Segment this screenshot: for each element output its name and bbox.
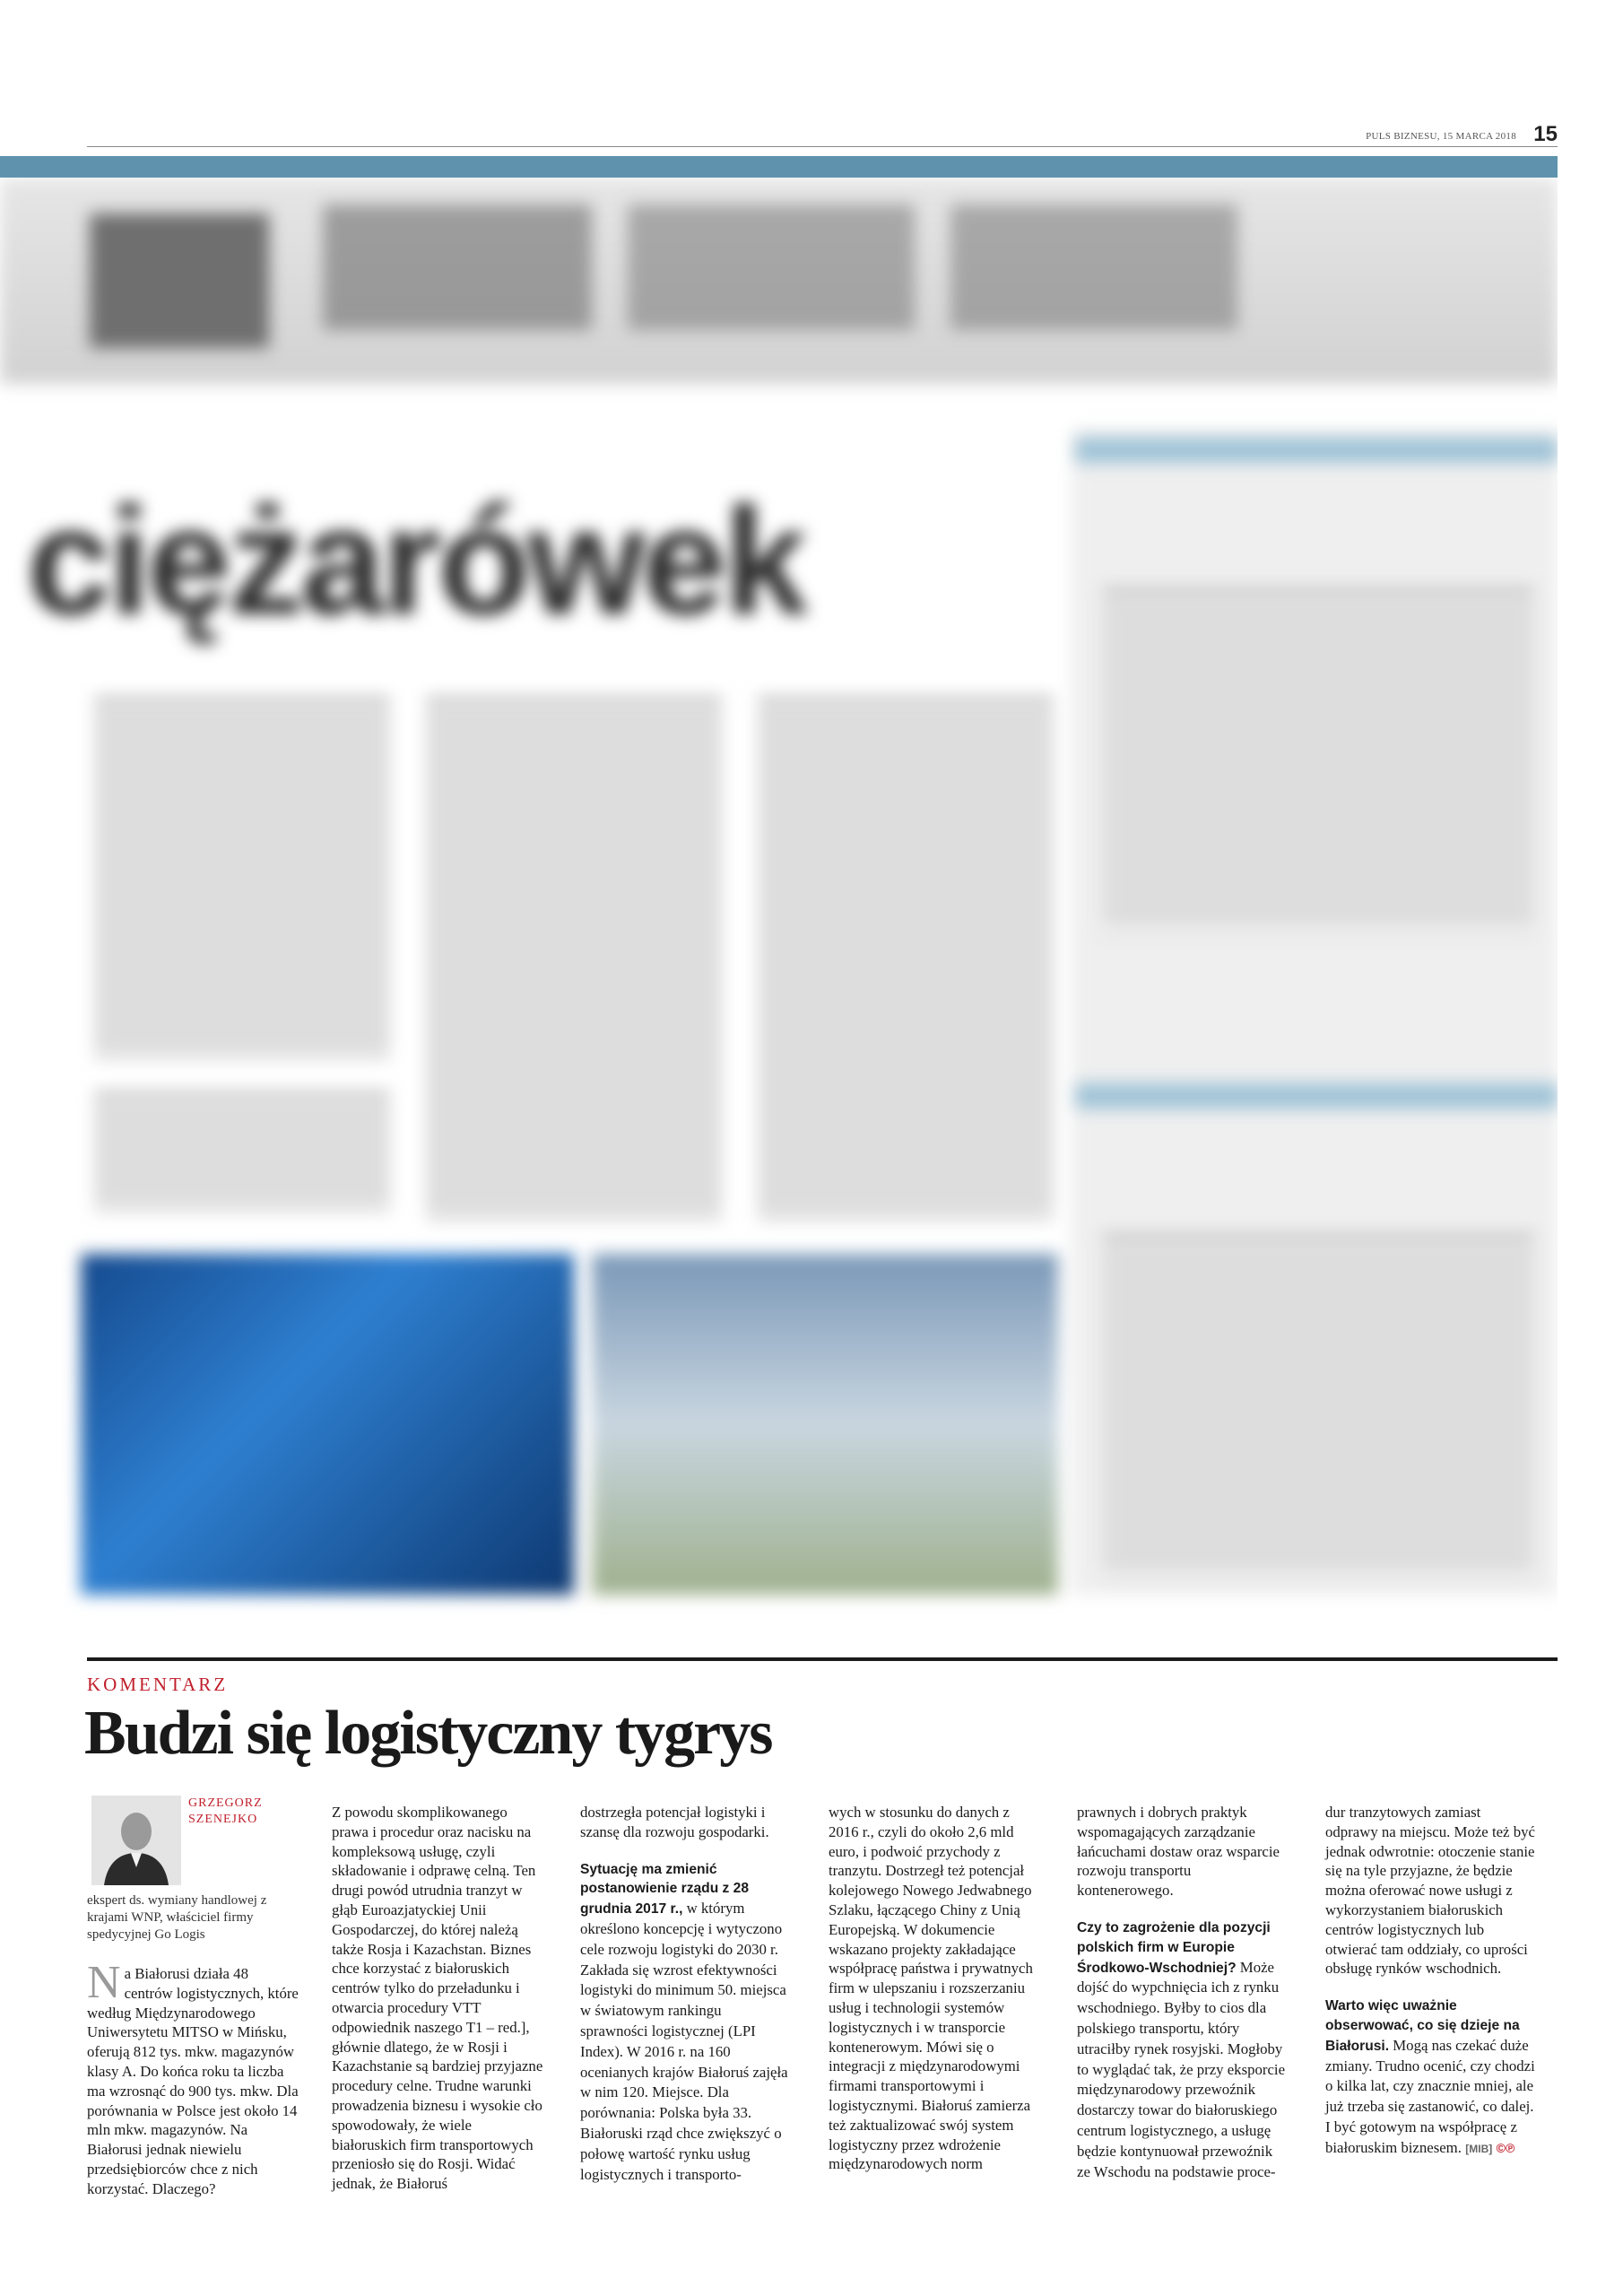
author-last-name: SZENEJKO: [188, 1813, 258, 1826]
blurred-sidebar-text: [1103, 1236, 1533, 1577]
column-paragraph: [1325, 1996, 1537, 2159]
page-masthead: [87, 122, 1558, 149]
blurred-block: [628, 204, 915, 330]
blurred-photo: [81, 1254, 574, 1595]
text-column-3: [580, 1803, 792, 2185]
column-text: a Białorusi działa 48 centrów logistycznych, które według Międzynarodowego Uniwersytetu MITSO w Mińsku, oferują 812 tys. mkw. magazynów klasy A. Do końca roku ta liczba ma wzrosnąć do 900 tys. mkw. Dla porównania w Polsce jest około 14 mln mkw. magazynów. Na Białorusi jednak niewielu przedsiębiorców chce z nich korzystać. Dlaczego?: [87, 1965, 299, 2197]
publication-date: PULS BIZNESU, 15 MARCA 2018: [1366, 131, 1516, 142]
blurred-sidebar-bar: [1076, 1083, 1558, 1109]
author-photo: [91, 1796, 181, 1885]
column-text: Mogą nas czekać duże zmiany. Trudno ocenić, czy chodzi o kilka lat, czy znacznie mniej, ale już trzeba się zastanowić, co dalej. I być gotowym na współpracę z białoruskim biznesem.: [1325, 2036, 1535, 2156]
blurred-block: [90, 213, 269, 348]
lead-bold-text: Sytuację ma zmienić postanowienie rządu z 28 grudnia 2017 r.,: [580, 1861, 750, 1918]
blurred-block: [950, 204, 1237, 330]
column-text: w którym określono koncepcję i wytyczono cele rozwoju logistyki do 2030 r. Zakłada się wzrost efektywności logistyki do minimum 50. miejsca w światowym rankingu sprawności logistycznej (LPI Index). W 2016 r. na 160 ocenianych krajów Białoruś zajęła w nim 120. Miejsce. Dla porównania: Polska była 33. Białoruski rząd chce zwiększyć o połowę wartość rynku usług logistycznych i transporto-: [580, 1900, 788, 2183]
column-paragraph: [580, 1860, 792, 2186]
section-kicker: KOMENTARZ: [87, 1674, 229, 1695]
column-text: Może dojść do wypchnięcia ich z rynku wschodniego. Byłby to cios dla polskiego transportu, który utraciłby rynek rosyjski. Mogłoby to wyglądać tak, że przy eksporcie międzynarodowy przewoźnik dostarczy towar do białoruskiego centrum logistycznego, a usługę będzie kontynuował przewoźnik ze Wschodu na podstawie proce-: [1077, 1958, 1286, 2180]
column-text: dostrzegła potencjał logistyki i szansę dla rozwoju gospodarki.: [580, 1804, 769, 1840]
blurred-sidebar-bar: [1076, 438, 1558, 463]
text-column-4: [829, 1803, 1040, 2174]
section-rule: [87, 1657, 1558, 1661]
masthead-rule: [87, 146, 1558, 147]
page-number: 15: [1533, 122, 1558, 146]
top-color-bar: [0, 156, 1558, 178]
blurred-sidebar-text: [1103, 590, 1533, 931]
blurred-text-column: [94, 1092, 390, 1209]
lead-bold-text: Czy to zagrożenie dla pozycji polskich firm w Europie Środkowo-Wschodniej?: [1077, 1919, 1271, 1976]
text-column-1: [87, 1957, 299, 2199]
text-column-6: [1325, 1803, 1537, 2160]
text-column-2: [332, 1803, 543, 2194]
author-bio: ekspert ds. wymiany handlowej z krajami WNP, właściciel firmy spedycyjnej Go Logis: [87, 1893, 267, 1942]
lead-bold-text: Warto więc uważnie obserwować, co się dzieje na Białorusi.: [1325, 1998, 1520, 2054]
text-column-5: [1077, 1803, 1289, 2182]
column-text: prawnych i dobrych praktyk wspomagających zarządzanie łańcuchami dostaw oraz wsparcie rozwoju transportu kontenerowego.: [1077, 1804, 1280, 1900]
article-title: Budzi się logistyczny tygrys: [84, 1699, 772, 1768]
blurred-headline: ciężarówek: [27, 476, 805, 647]
column-text: dur tranzytowych zamiast odprawy na miejscu. Może też być jednak odwrotnie: otoczenie stanie się na tyle przyjazne, że będzie można oferować nowe usługi z wykorzystaniem białoruskich centrów logistycznych lub otwierać tam oddziały, co uprości obsługę rynków wschodnich.: [1325, 1804, 1535, 1978]
blurred-block: [323, 204, 592, 330]
author-portrait-icon: [91, 1796, 181, 1885]
signature: [MIB]: [1465, 2142, 1493, 2155]
blurred-article: [0, 178, 1558, 1648]
copyright-marks: ©℗: [1496, 2140, 1515, 2155]
author-name: [188, 1796, 296, 1828]
blurred-photo: [592, 1254, 1058, 1595]
dropcap: N: [87, 1957, 121, 2008]
column-text: Z powodu skomplikowanego prawa i procedur oraz nacisku na kompleksową usługę, czyli składowanie i odprawę celną. Ten drugi powód utrudnia tranzyt w głąb Euroazjatyckiej Unii Gospodarczej, do której należą także Rosja i Kazachstan. Biznes chce korzystać z białoruskich centrów tylko do przeładunku i otwarcia procedury VTT odpowiednik naszego T1 – red.], głównie dlatego, że w Rosji i Kazachstanie są bardziej przyjazne procedury celne. Trudne warunki prowadzenia biznesu i wysokie cło spowodowały, że wiele białoruskich firm transportowych przeniosło się do Rosji. Widać jednak, że Białoruś: [332, 1804, 543, 2193]
blurred-text-column: [758, 698, 1054, 1218]
blurred-text-column: [426, 698, 722, 1218]
column-paragraph: [1077, 1918, 1289, 2182]
column-text: wych w stosunku do danych z 2016 r., czyli do około 2,6 mld euro, i podwoić przychody z tranzytu. Dostrzegł też potencjał kolejowego Nowego Jedwabnego Szlaku, łączącego Chiny z Unią Europejską. W dokumencie wskazano projekty zakładające współpracę państwa i prywatnych firm w ulepszaniu i rozszerzaniu usług i technologii systemów logistycznych i w transporcie kontenerowym. Mówi się o integracji z międzynarodowymi firmami transportowymi i logistycznymi. Białoruś zamierza też zaktualizować swój system logistyczny przez wdrożenie międzynarodowych norm: [829, 1804, 1033, 2173]
blurred-text-column: [94, 698, 390, 1057]
author-first-name: GRZEGORZ: [188, 1796, 263, 1810]
